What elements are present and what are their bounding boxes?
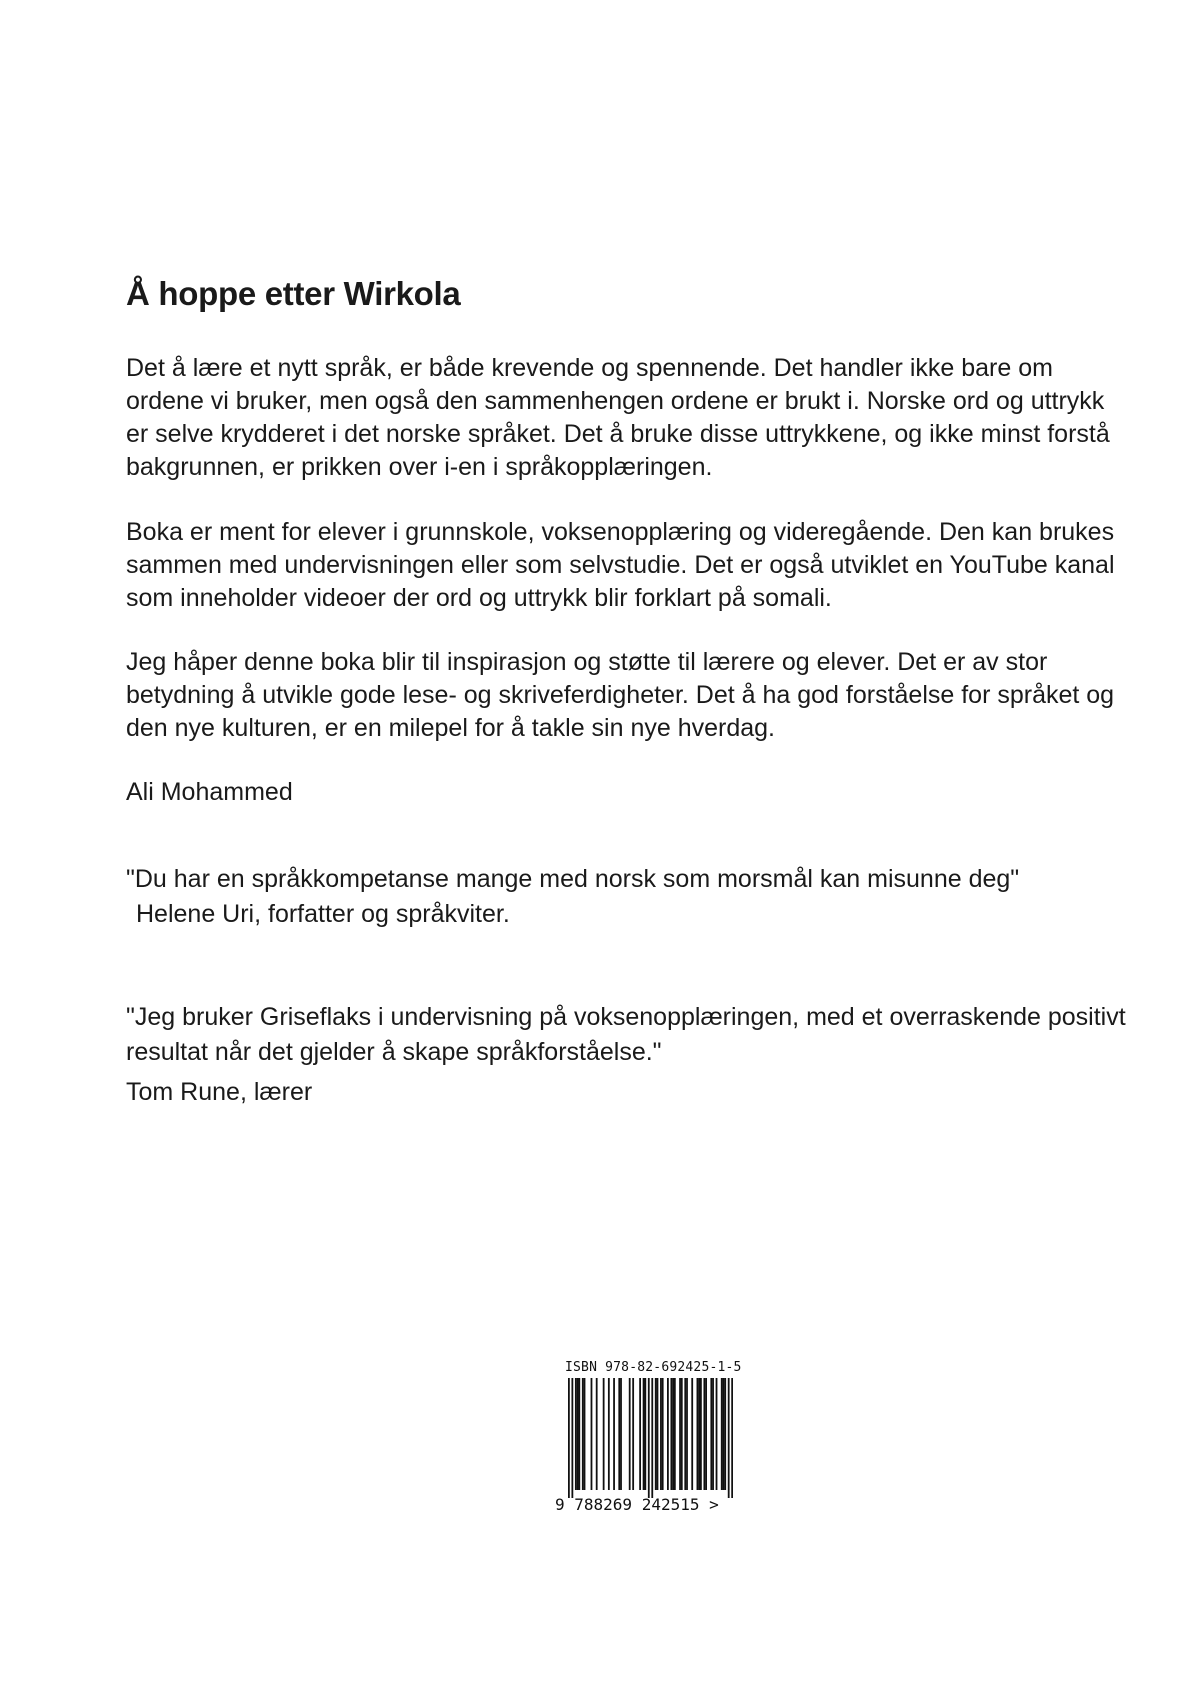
barcode-bar (655, 1378, 657, 1490)
barcode-bar (578, 1378, 580, 1490)
barcode-bar (716, 1378, 718, 1490)
barcode-bar (639, 1378, 641, 1490)
barcode-bar (571, 1378, 573, 1498)
quote-uri-text: "Du har en språkkompetanse mange med norsk som morsmål kan misunne deg" (126, 865, 1020, 893)
barcode-bar (591, 1378, 593, 1490)
barcode-bar (618, 1378, 620, 1490)
barcode-bar (731, 1378, 733, 1498)
quote-uri-attribution: Helene Uri, forfatter og språkviter. (136, 900, 510, 928)
quote-rune-attribution: Tom Rune, lærer (126, 1078, 313, 1106)
barcode-bar (582, 1378, 584, 1490)
quote-rune-text: "Jeg bruker Griseflaks i undervisning på voksenopplæringen, med et overraskende positivt resultat når det gjelder å skape språkforståelse." (126, 1003, 1126, 1066)
barcode-bar (728, 1378, 730, 1498)
barcode-bar (608, 1378, 610, 1490)
barcode-bar (629, 1378, 631, 1490)
barcode-bar (681, 1378, 683, 1490)
barcode-bar (577, 1378, 579, 1490)
barcode-bar (620, 1378, 622, 1490)
barcode-bar (672, 1378, 674, 1490)
barcode-bar (703, 1378, 705, 1490)
barcode-bar (724, 1378, 726, 1490)
page-title: Å hoppe etter Wirkola (126, 275, 461, 312)
hope-paragraph: Jeg håper denne boka blir til inspirasjon og støtte til lærere og elever. Det er av stor betydning å utvikle gode lese- og skriveferdigheter. Det å ha god forståelse for språket og den nye kulturen, er en milepel for å takle sin nye hverdag. (126, 648, 1115, 742)
barcode-bar (684, 1378, 686, 1490)
barcode-bar (632, 1378, 634, 1490)
barcode-bar (705, 1378, 707, 1490)
barcode-bar (613, 1378, 615, 1490)
author-signature: Ali Mohammed (126, 778, 293, 806)
barcode-bar (686, 1378, 688, 1490)
barcode-bar (667, 1378, 669, 1490)
barcode-bar (721, 1378, 723, 1490)
barcode-bar (710, 1378, 712, 1490)
barcode-bar (691, 1378, 693, 1490)
audience-paragraph: Boka er ment for elever i grunnskole, voksenopplæring og videregående. Den kan brukes sammen med undervisningen eller som selvstudie. Det er også utviklet en YouTube kanal som inneholder videoer der ord og uttrykk blir forklart på somali. (126, 518, 1115, 612)
barcode-bar (596, 1378, 598, 1490)
barcode-bar (651, 1378, 653, 1498)
barcode-bar (679, 1378, 681, 1490)
isbn-barcode (555, 1360, 740, 1515)
barcode-bar (584, 1378, 586, 1490)
intro-paragraph: Det å lære et nytt språk, er både krevende og spennende. Det handler ikke bare om ordene vi bruker, men også den sammenhengen ordene er brukt i. Norske ord og uttrykk er selve krydderet i det norske språket. Det å bruke disse uttrykkene, og ikke minst forstå bakgrunnen, er prikken over i-en i språkopplæringen. (126, 354, 1110, 481)
barcode-bar (603, 1378, 605, 1490)
ean-digits: 9 788269 242515 > (555, 1495, 719, 1514)
barcode-bar (644, 1378, 646, 1490)
barcode-bar (662, 1378, 664, 1490)
barcode-bar (697, 1378, 699, 1490)
barcode-bar (670, 1378, 672, 1490)
barcode-bar (698, 1378, 700, 1490)
barcode-bar (712, 1378, 714, 1490)
barcode-bar (657, 1378, 659, 1490)
barcode-bar (700, 1378, 702, 1490)
barcode-bars (568, 1378, 733, 1498)
barcode-bar (568, 1378, 570, 1498)
barcode-bar (660, 1378, 662, 1490)
barcode-bar (643, 1378, 645, 1490)
barcode-bar (723, 1378, 725, 1490)
barcode-bar (575, 1378, 577, 1490)
barcode-bar (648, 1378, 650, 1498)
isbn-label: ISBN 978-82-692425-1-5 (565, 1360, 742, 1375)
barcode-bar (674, 1378, 676, 1490)
